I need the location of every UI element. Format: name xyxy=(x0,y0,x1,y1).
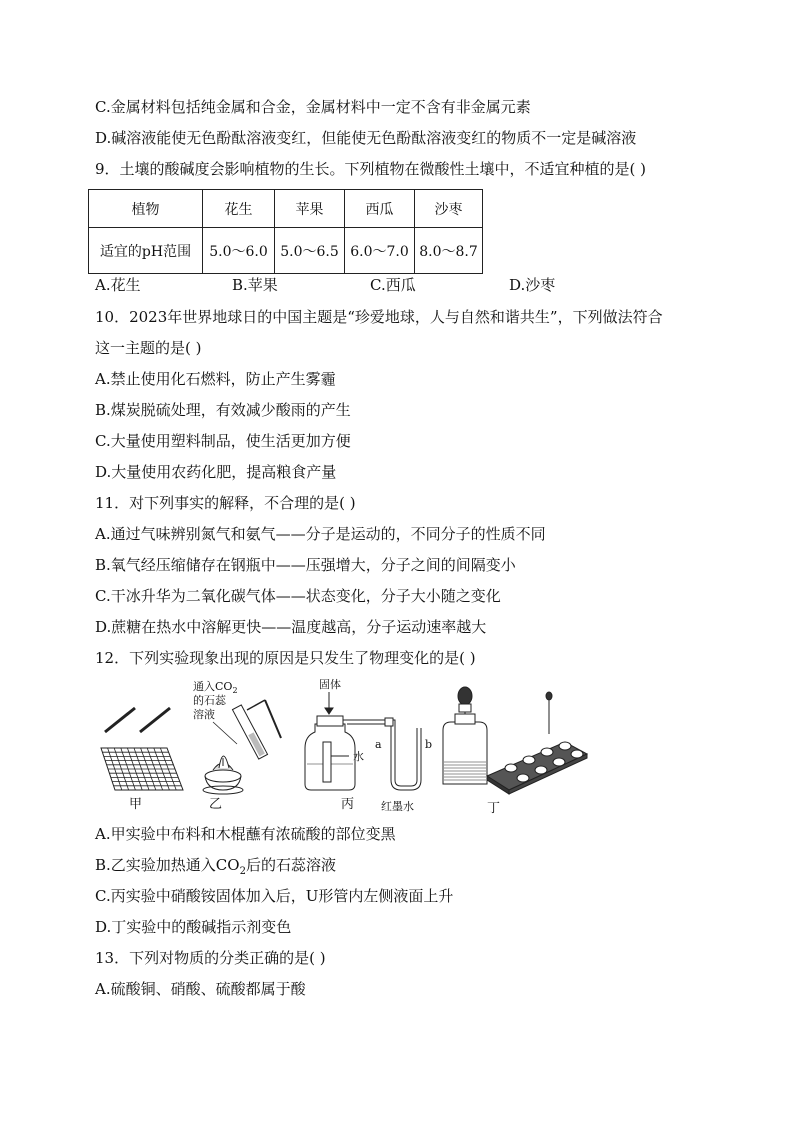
experiment-illustrations xyxy=(95,672,595,820)
label-yi: 乙 xyxy=(209,797,223,812)
spot-well xyxy=(559,742,571,750)
table-cell: 5.0～6.5 xyxy=(275,228,345,274)
option-a[interactable]: A.通过气味辨别氮气和氨气——分子是运动的，不同分子的性质不同 xyxy=(95,525,546,543)
option-b-text-end: 后的石蕊溶液 xyxy=(245,856,336,874)
table-row xyxy=(89,228,483,274)
experiment-jia xyxy=(101,708,183,790)
option-a[interactable]: A.花生 xyxy=(95,276,141,294)
spot-well xyxy=(541,748,553,756)
question-10-cont: 这一主题的是( ) xyxy=(95,339,202,357)
spot-well xyxy=(553,758,565,766)
yi-label-line3: 溶液 xyxy=(193,708,215,721)
label-bing: 丙 xyxy=(341,797,355,812)
label-jia: 甲 xyxy=(129,797,143,812)
spot-well xyxy=(571,750,583,758)
table-cell: 5.0～6.0 xyxy=(203,228,275,274)
table-header-row xyxy=(89,190,483,228)
table-cell: 沙枣 xyxy=(415,190,483,228)
question-11: 11．对下列事实的解释，不合理的是( ) xyxy=(95,494,356,512)
question-9-options xyxy=(95,274,575,294)
option-a[interactable]: A.禁止使用化石燃料，防止产生雾霾 xyxy=(95,370,336,388)
spot-well xyxy=(535,766,547,774)
question-10: 10．2023年世界地球日的中国主题是“珍爱地球，人与自然和谐共生”，下列做法符合 xyxy=(95,308,663,326)
spot-well xyxy=(517,774,529,782)
question-12: 12．下列实验现象出现的原因是只发生了物理变化的是( ) xyxy=(95,649,476,667)
question-9: 9．土壤的酸碱度会影响植物的生长。下列植物在微酸性土壤中，不适宜种植的是( ) xyxy=(95,160,647,178)
experiment-bing xyxy=(305,692,421,790)
bing-a-label: a xyxy=(375,738,382,751)
label-ding: 丁 xyxy=(487,801,501,816)
option-c[interactable]: C.丙实验中硝酸铵固体加入后，U形管内左侧液面上升 xyxy=(95,887,454,905)
option-d[interactable]: D.大量使用农药化肥，提高粮食产量 xyxy=(95,463,337,481)
option-c[interactable]: C.大量使用塑料制品，使生活更加方便 xyxy=(95,432,351,450)
option-d[interactable]: D.丁实验中的酸碱指示剂变色 xyxy=(95,918,292,936)
option-c[interactable]: C.西瓜 xyxy=(370,276,416,294)
experiment-ding xyxy=(443,687,587,794)
experiment-figures xyxy=(95,672,595,820)
option-a[interactable]: A.甲实验中布料和木棍蘸有浓硫酸的部位变黑 xyxy=(95,825,396,843)
bing-water-label: 水 xyxy=(353,750,364,763)
option-d[interactable]: D.蔗糖在热水中溶解更快——温度越高，分子运动速率越大 xyxy=(95,618,487,636)
bing-solid-label: 固体 xyxy=(319,678,341,691)
co2-formula: CO xyxy=(215,856,240,874)
table-cell: 适宜的pH范围 xyxy=(89,228,203,274)
question-13: 13．下列对物质的分类正确的是( ) xyxy=(95,949,326,967)
spot-well xyxy=(505,764,517,772)
table-cell: 苹果 xyxy=(275,190,345,228)
table-cell: 花生 xyxy=(203,190,275,228)
bing-b-label: b xyxy=(425,738,433,751)
option-b[interactable]: B.煤炭脱硫处理，有效减少酸雨的产生 xyxy=(95,401,351,419)
option-d-prev: D.碱溶液能使无色酚酞溶液变红，但能使无色酚酞溶液变红的物质不一定是碱溶液 xyxy=(95,129,637,147)
option-b-text: B.乙实验加热通入 xyxy=(95,856,216,874)
bing-ink-label: 红墨水 xyxy=(381,800,414,813)
table-cell: 植物 xyxy=(89,190,203,228)
option-c-prev: C.金属材料包括纯金属和合金，金属材料中一定不含有非金属元素 xyxy=(95,98,531,116)
yi-label-line1: 通入$CO_2$ xyxy=(193,680,238,695)
table-cell: 6.0～7.0 xyxy=(345,228,415,274)
option-d[interactable]: D.沙枣 xyxy=(509,276,556,294)
co2-subscript: 2 xyxy=(239,866,246,877)
yi-label-line2: 的石蕊 xyxy=(193,694,226,707)
table-cell: 西瓜 xyxy=(345,190,415,228)
spot-well xyxy=(523,756,535,764)
option-b[interactable]: B.苹果 xyxy=(232,276,278,294)
option-b[interactable]: B.氧气经压缩储存在钢瓶中——压强增大，分子之间的间隔变小 xyxy=(95,556,516,574)
option-c[interactable]: C.干冰升华为二氧化碳气体——状态变化，分子大小随之变化 xyxy=(95,587,501,605)
option-b[interactable] xyxy=(95,855,336,882)
table-cell: 8.0～8.7 xyxy=(415,228,483,274)
option-a[interactable]: A.硫酸铜、硝酸、硫酸都属于酸 xyxy=(95,980,306,998)
ph-table xyxy=(88,189,483,274)
